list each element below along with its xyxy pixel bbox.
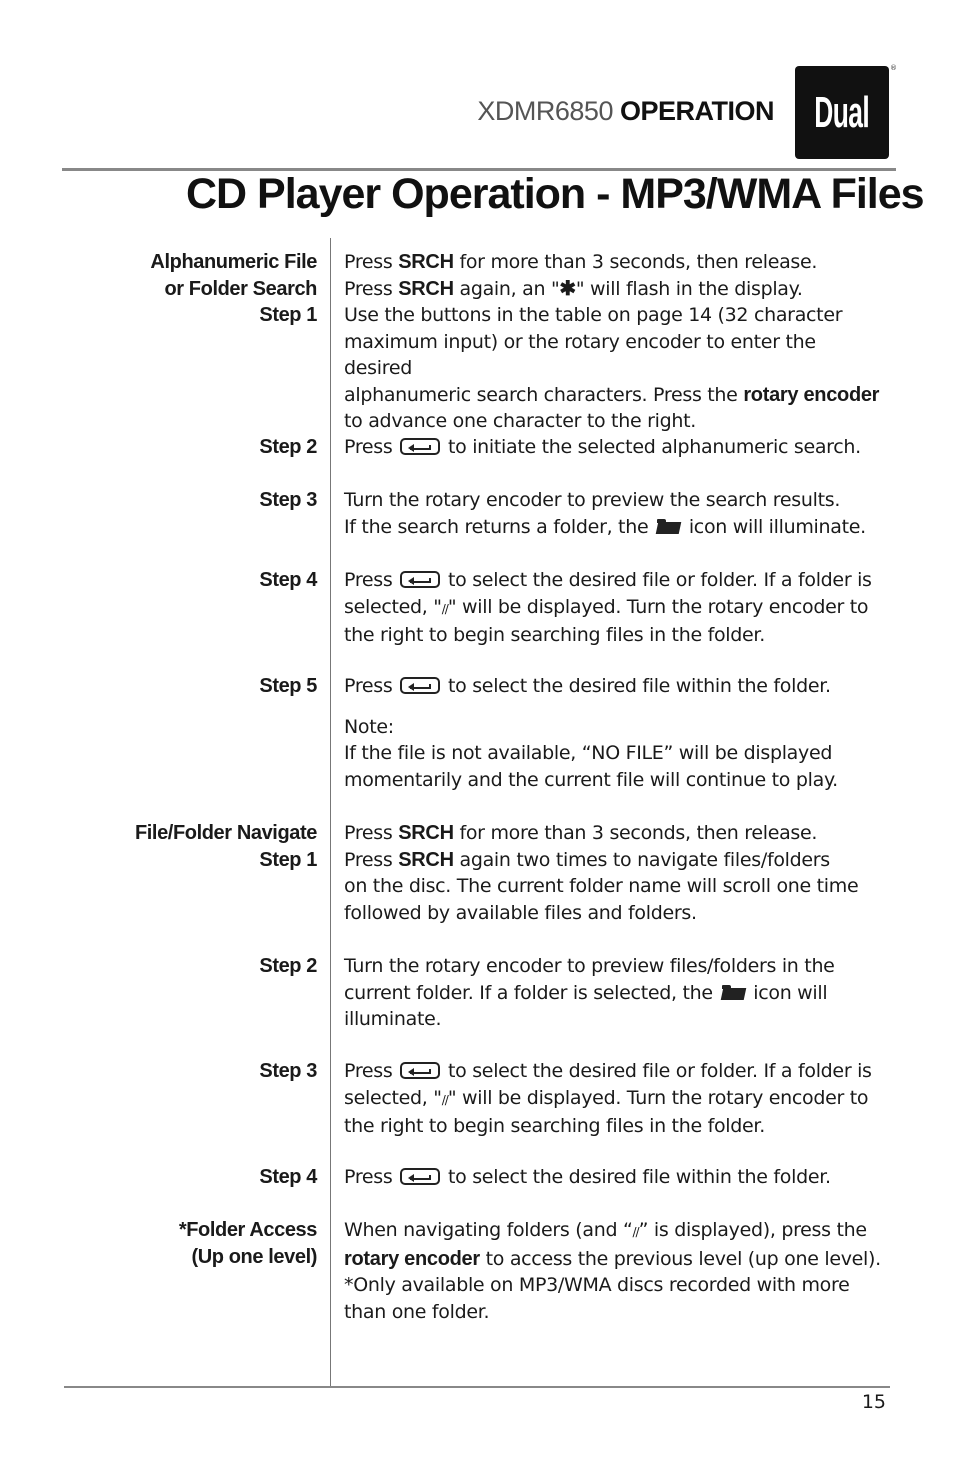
step-label: Step 4 (259, 1166, 317, 1188)
step-label: Step 2 (259, 436, 317, 458)
step-text: Press to initiate the selected alphanumeric search. (344, 436, 861, 458)
rotary-encoder-key: rotary encoder (344, 1247, 480, 1270)
folder-indicator-glyph: // (441, 1092, 448, 1107)
enter-icon (400, 438, 440, 455)
header-title (477, 96, 774, 127)
section-label-alpha-search (150, 249, 317, 329)
bottom-divider (64, 1386, 890, 1388)
column-divider (330, 238, 331, 1386)
srch-key: SRCH (398, 822, 454, 844)
enter-icon (400, 571, 440, 588)
enter-icon (400, 677, 440, 694)
folder-icon (657, 519, 680, 534)
srch-key: SRCH (398, 277, 454, 300)
step-text: Press to select the desired file or folder. If a folder is selected, "//" will be displayed. Turn the rotary encoder to the right to begin searching files in the folder. (344, 1060, 872, 1137)
step-label: Step 3 (259, 1060, 317, 1082)
asterisk-glyph: ✱ (559, 277, 576, 300)
step-text: Press to select the desired file or folder. If a folder is selected, "//" will be displayed. Turn the rotary encoder to the right to begin searching files in the folder. (344, 569, 872, 646)
step-label: Step 1 (259, 304, 317, 326)
label-line: or Folder Search (164, 277, 317, 300)
folder-indicator-glyph: // (441, 601, 448, 616)
registered-mark: ® (890, 64, 897, 72)
note-label: Note: (344, 715, 394, 738)
step-label: Step 5 (259, 675, 317, 697)
dual-logo (795, 66, 889, 159)
page-title: CD Player Operation - MP3/WMA Files (186, 170, 924, 218)
step-text: Press SRCH for more than 3 seconds, then release. Press SRCH again two times to navigate files/folders on the disc. The current folder name will scroll one time followed by available files and folders. (344, 822, 859, 924)
step-label: Step 2 (259, 955, 317, 977)
model-number: XDMR6850 (477, 96, 613, 126)
label-line: File/Folder Navigate (134, 822, 317, 844)
label-line: Alphanumeric File (150, 251, 317, 273)
step-text: When navigating folders (and “//” is displayed), press the rotary encoder to access the previous level (up one level). *Only available on MP3/WMA discs recorded with more than one folder. (344, 1219, 881, 1323)
step-label: Step 3 (259, 489, 317, 511)
srch-key: SRCH (398, 848, 454, 871)
section-label-navigate (135, 820, 317, 873)
step-label: Step 1 (259, 848, 317, 871)
section-name: OPERATION (619, 96, 774, 126)
folder-icon (722, 985, 745, 1000)
page-number: 15 (861, 1391, 886, 1413)
rotary-encoder-key: rotary encoder (743, 383, 880, 406)
step-text: Press SRCH for more than 3 seconds, then release. Press SRCH again, an "✱" will flash in the display. Use the buttons in the table on page 14 (32 character maximum input) or the rotary encoder to enter the desired alphanumeric search characters. Press the rotary encoder to advance one character to the right. (344, 251, 880, 432)
srch-key: SRCH (398, 251, 454, 273)
label-line: *Folder Access (178, 1219, 317, 1241)
step-text: Turn the rotary encoder to preview the search results. If the search returns a folder, the icon will illuminate. (344, 489, 866, 538)
enter-icon (400, 1168, 440, 1185)
step-text: Turn the rotary encoder to preview files/folders in the current folder. If a folder is selected, the icon will illuminate. (344, 955, 835, 1030)
label-line: (Up one level) (191, 1245, 317, 1268)
enter-icon (400, 1062, 440, 1079)
section-label-folder-access (179, 1217, 317, 1270)
step-text: Press to select the desired file within the folder. Note: If the file is not available, “NO FILE” will be displayed momentarily and the current file will continue to play. (344, 673, 889, 793)
folder-indicator-glyph: // (632, 1225, 639, 1239)
step-label: Step 4 (259, 569, 317, 591)
logo-text: Dual (814, 87, 870, 137)
step-text: Press to select the desired file within the folder. (344, 1166, 831, 1188)
